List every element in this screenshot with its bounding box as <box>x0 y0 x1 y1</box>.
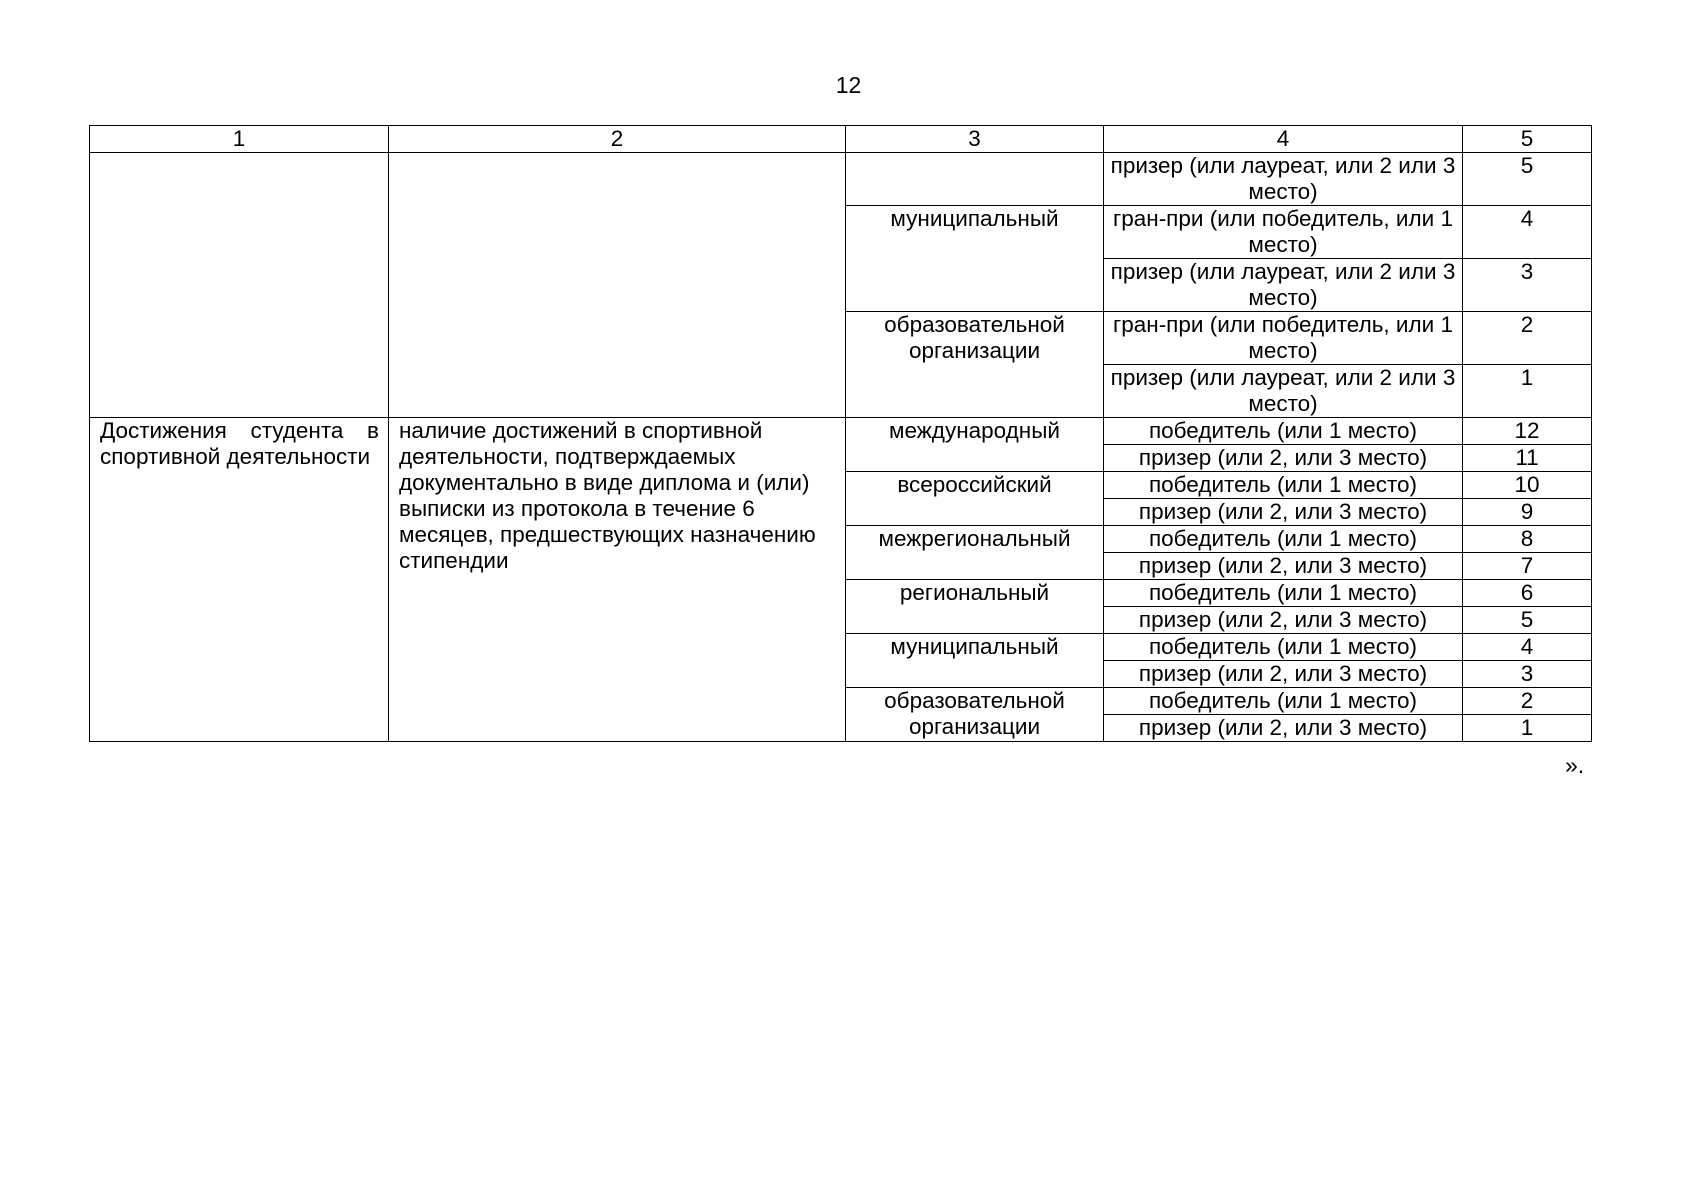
points-cell: 1 <box>1463 365 1592 418</box>
level-cell: международный <box>846 418 1104 472</box>
criterion-cell-empty <box>90 153 389 418</box>
level-cell: межрегиональный <box>846 526 1104 580</box>
table-row <box>90 418 1592 445</box>
points-cell: 2 <box>1463 688 1592 715</box>
level-cell: образовательной организации <box>846 688 1104 742</box>
points-cell: 3 <box>1463 661 1592 688</box>
level-cell: всероссийский <box>846 472 1104 526</box>
points-cell: 7 <box>1463 553 1592 580</box>
place-cell: призер (или 2, или 3 место) <box>1104 553 1463 580</box>
points-cell: 12 <box>1463 418 1592 445</box>
column-number: 5 <box>1463 126 1592 153</box>
description-cell: наличие достижений в спортивной деятельности, подтверждаемых документально в виде диплома и (или) выписки из протокола в течение 6 месяцев, предшествующих назначению стипендии <box>389 418 846 742</box>
table-row <box>90 153 1592 206</box>
points-cell: 4 <box>1463 206 1592 259</box>
column-number-row <box>90 126 1592 153</box>
column-number: 1 <box>90 126 389 153</box>
place-cell: победитель (или 1 место) <box>1104 634 1463 661</box>
place-cell: призер (или 2, или 3 место) <box>1104 607 1463 634</box>
scholarship-criteria-table <box>89 125 1592 742</box>
criterion-cell: Достижения студента в спортивной деятельности <box>90 418 389 742</box>
place-cell: победитель (или 1 место) <box>1104 688 1463 715</box>
closing-quote: ». <box>1565 752 1585 778</box>
place-cell: призер (или 2, или 3 место) <box>1104 499 1463 526</box>
place-cell: призер (или лауреат, или 2 или 3 место) <box>1104 259 1463 312</box>
level-cell: муниципальный <box>846 206 1104 312</box>
points-cell: 5 <box>1463 153 1592 206</box>
points-cell: 5 <box>1463 607 1592 634</box>
points-cell: 10 <box>1463 472 1592 499</box>
points-cell: 1 <box>1463 715 1592 742</box>
place-cell: призер (или 2, или 3 место) <box>1104 445 1463 472</box>
page-number: 12 <box>835 72 862 98</box>
place-cell: призер (или 2, или 3 место) <box>1104 715 1463 742</box>
place-cell: победитель (или 1 место) <box>1104 526 1463 553</box>
column-number: 4 <box>1104 126 1463 153</box>
level-cell-empty <box>846 153 1104 206</box>
level-cell: образовательной организации <box>846 312 1104 418</box>
points-cell: 6 <box>1463 580 1592 607</box>
place-cell: победитель (или 1 место) <box>1104 472 1463 499</box>
points-cell: 3 <box>1463 259 1592 312</box>
points-cell: 8 <box>1463 526 1592 553</box>
points-cell: 9 <box>1463 499 1592 526</box>
place-cell: гран-при (или победитель, или 1 место) <box>1104 206 1463 259</box>
place-cell: призер (или 2, или 3 место) <box>1104 661 1463 688</box>
description-cell-empty <box>389 153 846 418</box>
level-cell: муниципальный <box>846 634 1104 688</box>
points-cell: 11 <box>1463 445 1592 472</box>
place-cell: победитель (или 1 место) <box>1104 580 1463 607</box>
column-number: 2 <box>389 126 846 153</box>
place-cell: призер (или лауреат, или 2 или 3 место) <box>1104 365 1463 418</box>
place-cell: призер (или лауреат, или 2 или 3 место) <box>1104 153 1463 206</box>
points-cell: 2 <box>1463 312 1592 365</box>
level-cell: региональный <box>846 580 1104 634</box>
place-cell: гран-при (или победитель, или 1 место) <box>1104 312 1463 365</box>
column-number: 3 <box>846 126 1104 153</box>
place-cell: победитель (или 1 место) <box>1104 418 1463 445</box>
points-cell: 4 <box>1463 634 1592 661</box>
